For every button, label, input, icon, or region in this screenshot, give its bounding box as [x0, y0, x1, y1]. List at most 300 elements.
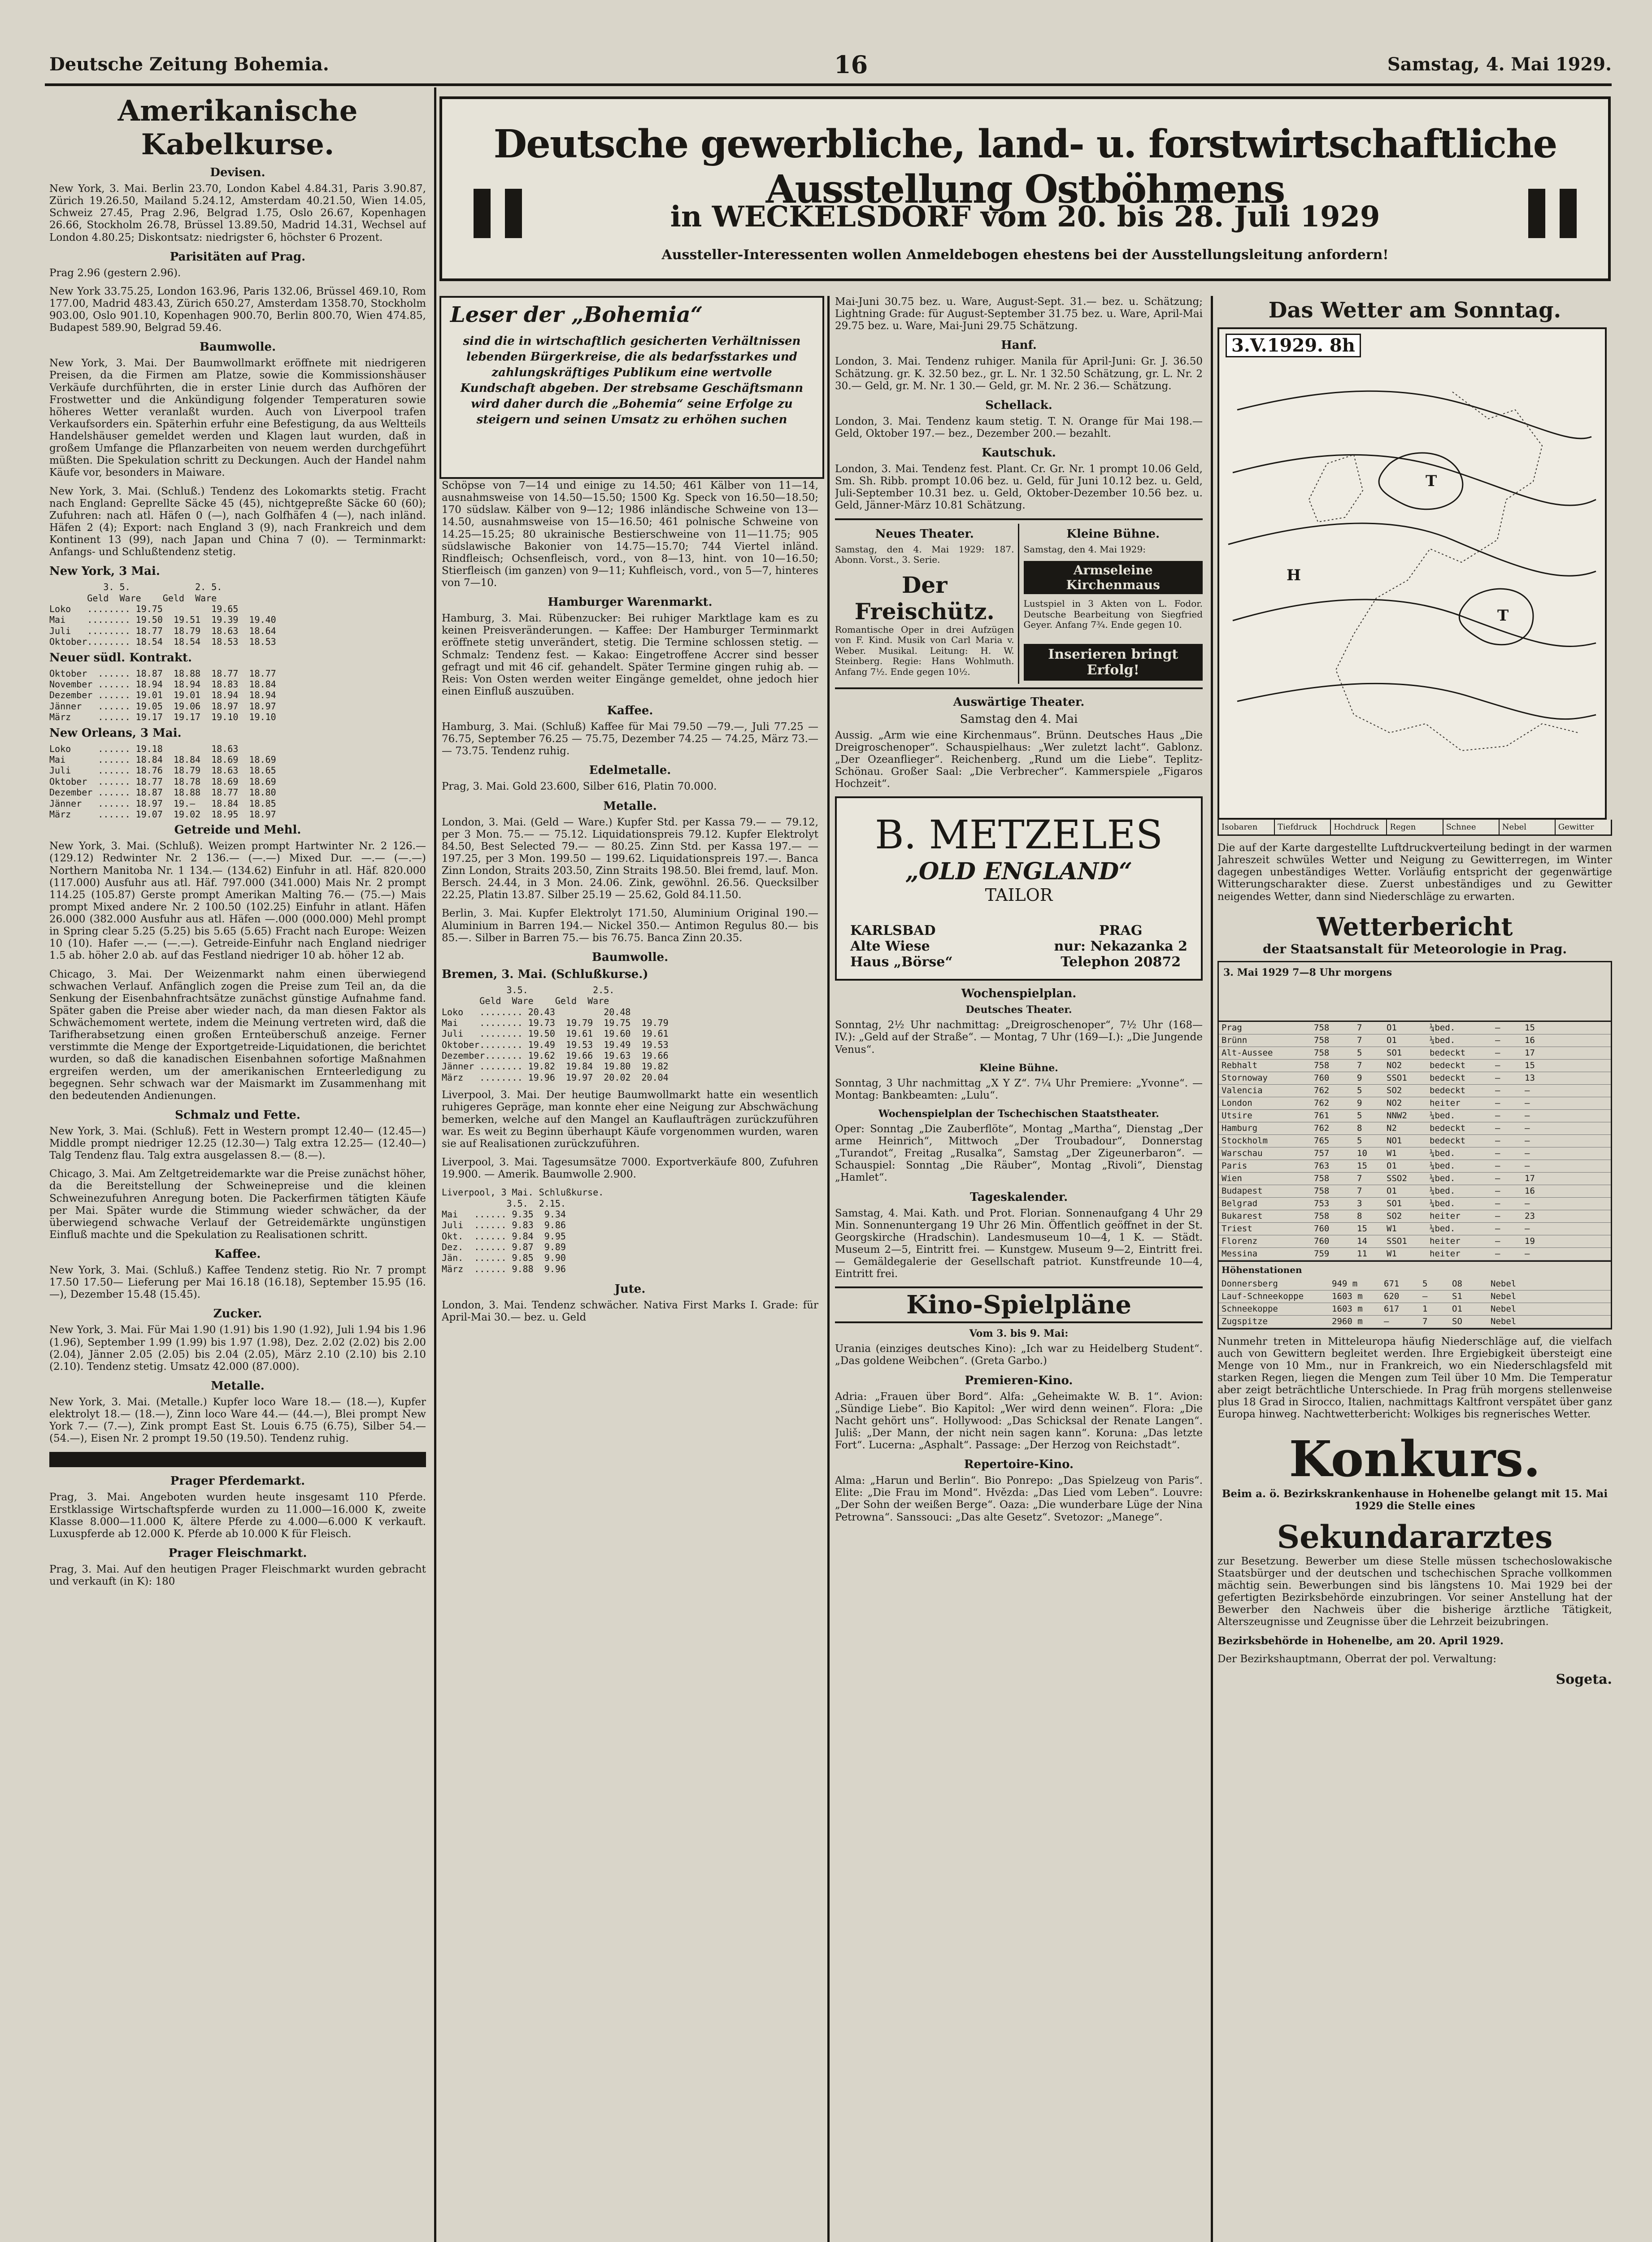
hoehen-row: [1219, 1278, 1611, 1290]
paritaeten-text-2: New York 33.75.25, London 163.96, Paris 132.06, Brüssel 469.10, Rom 177.00, Madrid 483.43, Zürich 650.27, Amsterdam 1358.70, Stockholm 903.00, Oslo 901.10, Kopenhagen 900.70, Berlin 800.70, Wien 474.85, Budapest 589.90, Belgrad 59.46.: [49, 285, 426, 334]
theater1-title: Neues Theater.: [875, 527, 974, 541]
konkurs-text: Beim a. ö. Bezirkskrankenhause in Hohenelbe gelangt mit 15. Mai 1929 die Stelle eines: [1222, 1487, 1608, 1512]
station-cell: Stornoway: [1222, 1073, 1268, 1083]
station-cell: heiter: [1430, 1098, 1461, 1108]
hoehen-cell: —: [1384, 1316, 1389, 1326]
chicago2-text: Chicago, 3. Mai. Am Zeltgetreidemarkte war die Preise zunächst höher, da die Bereitstellung der Schweinepreise und die kleinen Schweinezufuhren Anregung boten. Die Packerfirmen tätigten Käufe per Mai. Später wurde die Stimmung wieder schwächer, da der überwiegend schwache Verlauf der Getreidemärkte ungünstigen Einfluß machte und die Spekulation zu Realisationen schritt.: [49, 1168, 426, 1241]
mai-juni-text: Mai-Juni 30.75 bez. u. Ware, August-Sept. 31.— bez. u. Schätzung; Lightning Grade: für August-September 31.75 bez. u. Ware, April-Mai 29.75 bez. u. Ware, Mai-Juni 29.75 Schätzung.: [835, 296, 1203, 332]
sekundar-text: zur Besetzung. Bewerber um diese Stelle müssen tschechoslowakische Staatsbürger und der deutschen und tschechischen Sprache vollkommen mächtig sein. Bewerbungen sind bis längstens 10. Mai 1929 bei der gefertigten Bezirksbehörde einzubringen. Vor seiner Anstellung hat der Bewerber den Nachweis über die bisherige ärztliche Tätigkeit, Alterszeugnisse und Zeugnisse über die Lehrzeit beizubringen.: [1217, 1555, 1612, 1628]
staats-text: Oper: Sonntag „Die Zauberflöte“, Montag „Martha“, Dienstag „Der arme Heinrich“, Mittwoch „Der Troubadour“, Donnerstag „Turandot“, Freitag „Rusalka“, Samstag „Der Zigeunerbaron“. — Schauspiel: Sonntag „Die Räuber“, Montag „Rivoli“, Dienstag „Hamlet“.: [835, 1123, 1203, 1184]
coastline: [1309, 455, 1363, 522]
station-cell: 17: [1525, 1173, 1535, 1183]
kabelkurse-title: Amerikanische Kabelkurse.: [117, 94, 358, 161]
station-cell: 3: [1357, 1198, 1362, 1208]
station-cell: Florenz: [1222, 1236, 1258, 1246]
station-cell: 760: [1314, 1073, 1330, 1083]
station-cell: W1: [1387, 1223, 1397, 1234]
getreide-heading: Getreide und Mehl.: [174, 823, 301, 837]
station-cell: bedeckt: [1430, 1073, 1466, 1083]
station-cell: —: [1525, 1223, 1530, 1234]
mid-kaffee-text: Hamburg, 3. Mai. (Schluß) Kaffee für Mai 79.50 —79.—, Juli 77.25 — 76.75, September 76.25 — 75.75, Dezember 74.25 — 74.25, März 73.— — 73.75. Tendenz ruhig.: [442, 721, 818, 757]
hoehen-cell: 7: [1422, 1316, 1428, 1326]
coastline: [1336, 392, 1578, 751]
station-cell: 758: [1314, 1060, 1330, 1070]
station-row: [1219, 1185, 1611, 1198]
legend-item: Regen: [1387, 820, 1443, 834]
weather-map: [1217, 327, 1607, 820]
station-row: [1219, 1235, 1611, 1248]
liverpool-2-text: Liverpool, 3. Mai. Tagesumsätze 7000. Exportverkäufe 800, Zufuhren 19.900. — Amerik. Baumwolle 2.900.: [442, 1156, 818, 1181]
isobar-map-svg: [1219, 329, 1601, 814]
station-cell: 13: [1525, 1073, 1535, 1083]
station-cell: bedeckt: [1430, 1123, 1466, 1133]
tages-text: Samstag, 4. Mai. Kath. und Prot. Florian. Sonnenaufgang 4 Uhr 29 Min. Sonnenuntergang 19 Uhr 26 Min. Öffentlich geöffnet in der St. Georgskirche (Hradschin). Landesmuseum 10—4, 1 K. — Städt. Museum 2—5, Eintritt frei. — Kunstgew. Museum 9—2, Eintritt frei. — Gemäldegalerie der Gesellschaft patriot. Kunstfreunde 10—4, Eintritt frei.: [835, 1207, 1203, 1280]
hoehen-cell: —: [1422, 1291, 1428, 1301]
table2-title: Neuer südl. Kontrakt.: [49, 651, 192, 665]
hamburg-heading: Hamburger Warenmarkt.: [548, 595, 713, 609]
station-cell: Triest: [1222, 1223, 1252, 1234]
station-cell: —: [1495, 1236, 1500, 1246]
fett-text: New York, 3. Mai. (Schluß). Fett in Western prompt 12.40— (12.45—) Middle prompt niedriger 12.25 (12.30—) Talg extra 12.25— (12.40—) Talg Tendenz flau. Talg extra ausgelassen 8.— (8.—).: [49, 1125, 426, 1162]
station-cell: SSO1: [1387, 1236, 1407, 1246]
station-cell: 19: [1525, 1236, 1535, 1246]
station-cell: 5: [1357, 1085, 1362, 1095]
station-cell: —: [1495, 1035, 1500, 1045]
station-cell: SO2: [1387, 1085, 1402, 1095]
sekundar-name: Sogeta.: [1556, 1671, 1612, 1687]
hoehen-cell: S1: [1452, 1291, 1462, 1301]
inserieren-banner: Inserieren bringt Erfolg!: [1024, 644, 1203, 681]
theater2-title: Kleine Bühne.: [1066, 527, 1160, 541]
station-cell: 8: [1357, 1211, 1362, 1221]
station-row: [1219, 1223, 1611, 1235]
forecast-text: Nunmehr treten in Mitteleuropa häufig Niederschläge auf, die vielfach auch von Gewittern begleitet werden. Ihre Ergiebigkeit übersteigt eine Menge von 10 Mm., nur in Frankreich, wo ein Niederschlagsfeld mit starken Regen, liegen die Mengen zum Teil über 10 Mm. Die Temperatur aber zeigt beträchtliche Unterschiede. In Prag früh morgens stellenweise plus 18 Grad in Sirocco, Italien, nachmittags Kaltfront verspätet über ganz Europa hinweg. Nachtwetterbericht: Wolkiges bis regnerisches Wetter.: [1217, 1335, 1612, 1421]
station-cell: 10: [1357, 1148, 1367, 1158]
hoehen-cell: SO: [1452, 1316, 1462, 1326]
header-paper-name: Deutsche Zeitung Bohemia.: [49, 54, 329, 75]
kino-header: [835, 1286, 1203, 1323]
station-cell: —: [1495, 1110, 1500, 1121]
station-row: [1219, 1210, 1611, 1223]
hoehen-cell: 671: [1384, 1278, 1400, 1289]
station-row: [1219, 1060, 1611, 1072]
station-cell: 17: [1525, 1047, 1535, 1058]
liverpool-text: Liverpool, 3. Mai. Der heutige Baumwollmarkt hatte ein wesentlich ruhigeres Gepräge, man konnte eher eine Neigung zur Abschwächung bemerken, welche auf den Mangel an Kauflaufträgen zurückzuführen war. Es weit zu Beginn überhaupt Käufe vorgenommen wurden, waren sie auf Realisationen zurückzuführen.: [442, 1089, 818, 1150]
station-cell: 758: [1314, 1173, 1330, 1183]
station-row: [1219, 1135, 1611, 1147]
station-cell: 7: [1357, 1186, 1362, 1196]
station-cell: bedeckt: [1430, 1135, 1466, 1146]
fleisch-text: Prag, 3. Mai. Auf den heutigen Prager Fleischmarkt wurden gebracht und verkauft (in K): 180: [49, 1563, 426, 1588]
theater2-play: Armseleine Kirchenmaus: [1024, 561, 1203, 594]
auswaert-text: Aussig. „Arm wie eine Kirchenmaus“. Brünn. Deutsches Haus „Die Dreigroschenoper“. Schauspielhaus: „Wer zuletzt lacht“. Gablonz. „Der Ozeanflieger“. Reichenberg. „Rund um die Liebe“. Teplitz-Schönau. Großer Saal: „Die Verbrecher“. Kammerspiele „Figaros Hochzeit“.: [835, 729, 1203, 790]
legend-item: Isobaren: [1219, 820, 1275, 834]
station-cell: Paris: [1222, 1160, 1248, 1171]
station-cell: 758: [1314, 1211, 1330, 1221]
station-cell: Utsire: [1222, 1110, 1252, 1121]
metzeles-name: B. METZELES: [875, 812, 1163, 858]
isobar-line: [1233, 600, 1596, 647]
hoehen-cell: Lauf-Schneekoppe: [1222, 1291, 1304, 1301]
station-cell: 762: [1314, 1098, 1330, 1108]
station-row: [1219, 1122, 1611, 1135]
station-row: [1219, 1147, 1611, 1160]
station-row: [1219, 1248, 1611, 1260]
cotton-table-neworleans: Loko ...... 19.18 18.63 Mai ...... 18.84 18.84 18.69 18.69 Juli ...... 18.76 18.79 18.63 18.65 Oktober ...... 18.77 18.78 18.69 18.69 Dezember ...... 18.87 18.88 18.77 18.80 Jänner ...... 18.97 19.— 18.84 18.85 März ...... 19.07 19.02 18.95 18.97: [49, 743, 276, 820]
station-cell: 765: [1314, 1135, 1330, 1146]
konkurs-title: Konkurs.: [1289, 1429, 1541, 1488]
exhibition-ad: [439, 96, 1611, 281]
station-cell: —: [1525, 1085, 1530, 1095]
station-row: [1219, 1034, 1611, 1047]
weather-table-head: 3. Mai 1929 7—8 Uhr morgens: [1219, 962, 1611, 1022]
column-divider: [827, 296, 830, 2242]
station-cell: W1: [1387, 1148, 1397, 1158]
paritaeten-heading: Parisitäten auf Prag.: [170, 250, 306, 264]
berlin-metalle-text: Berlin, 3. Mai. Kupfer Elektrolyt 171.50, Aluminium Original 190.— Aluminium in Barren 194.— Nickel 350.— Antimon Regulus 80.— bis 85.—. Silber in Barren 75.— bis 76.75. Banca Zinn 20.35.: [442, 908, 818, 944]
left-column: [49, 90, 426, 2242]
station-cell: O1: [1387, 1160, 1397, 1171]
legend-item: Gewitter: [1558, 822, 1594, 832]
kb-heading: Kleine Bühne.: [979, 1062, 1058, 1074]
metalle-heading: Metalle.: [211, 1379, 265, 1393]
premieren-heading: Premieren-Kino.: [965, 1373, 1073, 1387]
kaffee-heading: Kaffee.: [214, 1247, 261, 1261]
station-cell: SO1: [1387, 1047, 1402, 1058]
wochen-subheading: Deutsches Theater.: [965, 1004, 1072, 1016]
station-cell: —: [1495, 1073, 1500, 1083]
isobar-line: [1233, 455, 1596, 505]
station-cell: 16: [1525, 1035, 1535, 1045]
header-page-number: 16: [834, 50, 868, 79]
station-cell: Budapest: [1222, 1186, 1263, 1196]
bericht-title: Wetterbericht: [1317, 912, 1513, 942]
metzeles-city-right: PRAG: [1099, 923, 1143, 939]
station-row: [1219, 1110, 1611, 1122]
station-cell: London: [1222, 1098, 1252, 1108]
hoehen-cell: Nebel: [1491, 1316, 1517, 1326]
hoehen-cell: 620: [1384, 1291, 1400, 1301]
station-cell: ¼bed.: [1430, 1173, 1456, 1183]
station-cell: Rebhalt: [1222, 1060, 1258, 1070]
legend-item: Schnee: [1443, 820, 1500, 834]
paritaeten-text: Prag 2.96 (gestern 2.96).: [49, 267, 181, 279]
repertoir-heading: Repertoire-Kino.: [964, 1458, 1074, 1472]
station-cell: Belgrad: [1222, 1198, 1258, 1208]
sekundar-sign: Der Bezirkshauptmann, Oberrat der pol. Verwaltung:: [1217, 1653, 1496, 1665]
hoehen-cell: 1603 m: [1332, 1291, 1363, 1301]
hanf-heading: Hanf.: [1001, 339, 1037, 352]
station-cell: Hamburg: [1222, 1123, 1258, 1133]
metalle-text: New York, 3. Mai. (Metalle.) Kupfer loco Ware 18.— (18.—), Kupfer elektrolyt 18.— (18.—), Zinn loco Ware 44.— (44.—), Blei prompt New York 7.— (7.—), Zink prompt East St. Louis 6.75 (6.75), Silber 54.— (54.—), Eisen Nr. 2 prompt 19.50 (19.50). Tendenz ruhig.: [49, 1396, 426, 1445]
map-label: T: [1497, 607, 1509, 625]
station-cell: —: [1525, 1248, 1530, 1259]
exhibition-ad-title: Deutsche gewerbliche, land- u. forstwirtschaftliche Ausstellung Ostböhmens: [493, 122, 1557, 212]
hoehen-cell: Nebel: [1491, 1303, 1517, 1314]
station-cell: 760: [1314, 1223, 1330, 1234]
column-divider: [434, 87, 436, 2242]
kleine-buehne: [1024, 524, 1203, 684]
hoehen-cell: Donnersberg: [1222, 1278, 1278, 1289]
baumwolle-heading: Baumwolle.: [199, 340, 276, 354]
schellack-heading: Schellack.: [985, 398, 1052, 412]
edelmetalle-text: Prag, 3. Mai. Gold 23.600, Silber 616, Platin 70.000.: [442, 781, 717, 793]
station-cell: bedeckt: [1430, 1060, 1466, 1070]
station-cell: ¼bed.: [1430, 1148, 1456, 1158]
station-cell: 753: [1314, 1198, 1330, 1208]
kino-text: Urania (einziges deutsches Kino): „Ich war zu Heidelberg Student“. „Das goldene Weibchen“. (Greta Garbo.): [835, 1343, 1203, 1367]
station-cell: 758: [1314, 1186, 1330, 1196]
station-cell: SO1: [1387, 1198, 1402, 1208]
station-cell: ¼bed.: [1430, 1110, 1456, 1121]
hoehen-cell: Nebel: [1491, 1291, 1517, 1301]
station-cell: —: [1495, 1085, 1500, 1095]
hoehen-cell: 5: [1422, 1278, 1428, 1289]
station-row: [1219, 1072, 1611, 1085]
hoehen-cell: 1: [1422, 1303, 1428, 1314]
exhibition-ad-note: Aussteller-Interessenten wollen Anmeldebogen ehestens bei der Ausstellungsleitung anfordern!: [661, 247, 1389, 263]
metzeles-prag: [1054, 923, 1187, 970]
auswaert-date: Samstag den 4. Mai: [960, 712, 1078, 726]
repertoir-text: Alma: „Harun und Berlin“. Bio Ponrepo: „Das Spielzeug von Paris“. Elite: „Die Frau im Mond“. Hvězda: „Das Lied vom Leben“. Louvre: „Der Sohn der weißen Berge“. Oaza: „Die wunderbare Lüge der Nina Petrowna“. Sanssouci: „Das alte Gesetz“. Svetozor: „Manege“.: [835, 1475, 1203, 1523]
theater-block: [835, 518, 1203, 689]
station-cell: 14: [1357, 1236, 1367, 1246]
mid-metalle-text: London, 3. Mai. (Geld — Ware.) Kupfer Std. per Kassa 79.— — 79.12, per 3 Mon. 75.— — 75.12. Liquidationspreis 79.12. Kupfer Elektrolyt 84.50, Best Selected 79.— — 80.25. Zinn Std. per Kassa 197.— — 197.25, per 3 Mon. 199.50 — 199.62. Liquidationspreis 197.—. Banca Zinn London, Straits 203.50, Zinn Straits 198.50. Blei fremd, lauf. Mon. Bersch. 24.44, in 3 Mon. 24.06. Zink, gewöhnl. 26.56. Quecksilber 22.25, Platin 13.87. Silber 25.19 — 25.62, Gold 84.11.50.: [442, 816, 818, 901]
station-cell: 7: [1357, 1173, 1362, 1183]
metzeles-karlsbad: [850, 923, 953, 970]
kautschuk-text: London, 3. Mai. Tendenz fest. Plant. Cr. Gr. Nr. 1 prompt 10.06 Geld, Sm. Sh. Ribb. prompt 10.06 bez. u. Geld, für Juni 10.12 bez. u. Geld, Juli-September 10.31 bez. u. Geld, Oktober-Dezember 10.56 bez. u. Geld, Jänner-März 10.81 Schätzung.: [835, 463, 1203, 512]
devisen-text: New York, 3. Mai. Berlin 23.70, London Kabel 4.84.31, Paris 3.90.87, Zürich 19.26.50, Mailand 5.24.12, Amsterdam 40.21.50, Wien 14.05, Schweiz 27.45, Prag 2.96, Belgrad 1.75, Oslo 26.67, Kopenhagen 26.66, Stockholm 26.78, Brüssel 13.89.50, Madrid 14.31, Wechsel auf London 4.80.25; Diskontsatz: niedrigster 6, höchster 6 Prozent.: [49, 183, 426, 243]
isobar-line: [1459, 589, 1533, 645]
middle-column: [442, 480, 818, 2242]
station-cell: —: [1495, 1198, 1500, 1208]
station-cell: 5: [1357, 1110, 1362, 1121]
sekundar-footer: Bezirksbehörde in Hohenelbe, am 20. April 1929.: [1217, 1634, 1504, 1647]
table1-title: New York, 3 Mai.: [49, 565, 160, 578]
tages-heading: Tageskalender.: [969, 1190, 1068, 1204]
station-cell: 763: [1314, 1160, 1330, 1171]
station-cell: —: [1495, 1148, 1500, 1158]
station-cell: O1: [1387, 1022, 1397, 1033]
station-cell: 759: [1314, 1248, 1330, 1259]
station-row: [1219, 1097, 1611, 1110]
chicago-text: Chicago, 3. Mai. Der Weizenmarkt nahm einen überwiegend schwachen Verlauf. Anfänglich zogen die Preise zum Teil an, da die Senkung der Eisenbahnfrachtsätze zunächst günstige Aufnahme fand. Später gaben die Preise aber wieder nach, da man diesen Faktor als Schwächemoment wertete, indem die Meinung vertreten wird, daß die Tarifherabsetzung einen großen Ernteüberschuß anzeige. Ferner verstimmte die Menge der Exportgetreide-Liquidationen, die berichtet wurden, so daß die kanadischen Eisenbahnen sofortige Maßnahmen ergreifen werden, um der amerikanischen Ernteerledigung zu begegnen. Sehr schwach war der Maismarkt im Zusammenhang mit den bedeutenden Andienungen.: [49, 968, 426, 1102]
station-cell: Alt-Aussee: [1222, 1047, 1273, 1058]
kino-subheading: Vom 3. bis 9. Mai:: [969, 1328, 1069, 1340]
premieren-text: Adria: „Frauen über Bord“. Alfa: „Geheimakte W. B. 1“. Avion: „Sündige Liebe“. Bio Kapitol: „Wer wird denn weinen“. Flora: „Die Nacht gehört uns“. Hollywood: „Das Schicksal der Renate Langen“. Juliš: „Der Mann, der nicht nein sagen kann“. Koruna: „Das letzte Fort“. Lucerna: „Asphalt“. Passage: „Der Herzog von Reichstadt“.: [835, 1390, 1203, 1451]
station-cell: ¼bed.: [1430, 1198, 1456, 1208]
station-cell: 15: [1525, 1022, 1535, 1033]
hoehen-row: [1219, 1316, 1611, 1328]
station-cell: Valencia: [1222, 1085, 1263, 1095]
metzeles-house-left: Haus „Börse“: [850, 954, 953, 970]
hoehen-cell: 1603 m: [1332, 1303, 1363, 1314]
header-date: Samstag, 4. Mai 1929.: [1387, 54, 1612, 75]
mid-kaffee-heading: Kaffee.: [607, 704, 653, 717]
station-cell: 11: [1357, 1248, 1367, 1259]
station-rows: [1219, 1022, 1611, 1260]
hoehen-cell: Schneekoppe: [1222, 1303, 1278, 1314]
station-cell: 757: [1314, 1148, 1330, 1158]
station-cell: NO2: [1387, 1060, 1402, 1070]
station-cell: —: [1525, 1148, 1530, 1158]
theater1-date: Samstag, den 4. Mai 1929: 187. Abonn. Vorst., 3. Serie.: [835, 543, 1014, 565]
cotton-table-newyork: 3. 5. 2. 5. Geld Ware Geld Ware Loko ........ 19.75 19.65 Mai ........ 19.50 19.51 19.39 19.40 Juli ........ 18.77 18.79 18.63 18.64 Oktober........ 18.54 18.54 18.53 18.53: [49, 582, 276, 647]
station-cell: 758: [1314, 1035, 1330, 1045]
hoehen-rows: [1219, 1278, 1611, 1328]
station-cell: —: [1495, 1135, 1500, 1146]
theater1-text: Romantische Oper in drei Aufzügen von F. Kind. Musik von Carl Maria v. Weber. Musikal. Leitung: H. W. Steinberg. Regie: Hans Wohlmuth. Anfang 7½. Ende gegen 10½.: [835, 624, 1014, 678]
station-cell: 15: [1357, 1160, 1367, 1171]
isobar-line: [1237, 683, 1596, 719]
station-cell: —: [1495, 1211, 1500, 1221]
station-row: [1219, 1160, 1611, 1173]
station-cell: 7: [1357, 1035, 1362, 1045]
station-cell: NNW2: [1387, 1110, 1407, 1121]
station-cell: 7: [1357, 1060, 1362, 1070]
station-cell: 15: [1525, 1060, 1535, 1070]
station-cell: 758: [1314, 1022, 1330, 1033]
hanf-text: London, 3. Mai. Tendenz ruhiger. Manila für April-Juni: Gr. J. 36.50 Schätzung. gr. K. 32.50 bez., gr. L. Nr. 1 32.50 Schätzung, gr. L. Nr. 2 30.— Geld, gr. M. Nr. 1 30.— Geld, gr. M. Nr. 2 36.— Schätzung.: [835, 356, 1203, 392]
fleisch-heading: Prager Fleischmarkt.: [168, 1546, 307, 1560]
station-cell: 761: [1314, 1110, 1330, 1121]
station-cell: 5: [1357, 1047, 1362, 1058]
station-cell: ¼bed.: [1430, 1223, 1456, 1234]
theater2-text: Lustspiel in 3 Akten von L. Fodor. Deutsche Bearbeitung von Siegfried Geyer. Anfang 7¾. Ende gegen 10.: [1023, 598, 1203, 630]
hoehen-cell: Zugspitze: [1222, 1316, 1268, 1326]
zucker-heading: Zucker.: [213, 1307, 262, 1321]
mid-metalle-heading: Metalle.: [603, 799, 657, 813]
edelmetalle-heading: Edelmetalle.: [589, 764, 671, 778]
exhibition-ad-line: in WECKELSDORF vom 20. bis 28. Juli 1929: [670, 200, 1380, 234]
map-label: T: [1426, 472, 1437, 490]
kaffee-text: New York, 3. Mai. (Schluß.) Kaffee Tendenz stetig. Rio Nr. 7 prompt 17.50 17.50— Lieferung per Mai 16.18 (16.18), September 15.95 (16.—), Dezember 15.48 (15.45).: [49, 1264, 426, 1301]
station-row: [1219, 1173, 1611, 1185]
theater1-play: Der Freischütz.: [854, 571, 995, 625]
bohemia-box-title: Leser der „Bohemia“: [450, 302, 703, 327]
metzeles-phone: Telephon 20872: [1061, 954, 1181, 970]
station-cell: W1: [1387, 1248, 1397, 1259]
station-cell: —: [1525, 1135, 1530, 1146]
station-cell: —: [1525, 1123, 1530, 1133]
station-cell: heiter: [1430, 1211, 1461, 1221]
station-cell: 7: [1357, 1022, 1362, 1033]
pferde-text: Prag, 3. Mai. Angeboten wurden heute insgesamt 110 Pferde. Erstklassige Wirtschaftspferde wurden zu 11.000—16.000 K, zweite Klasse 8.000—11.000 K, ältere Pferde zu 4.000—6.000 K verkauft. Luxuspferde ab 12.000 K. Pferde ab 10.000 K für Fleisch.: [49, 1491, 426, 1540]
hoehen-row: [1219, 1303, 1611, 1316]
station-row: [1219, 1085, 1611, 1097]
metzeles-street-right: nur: Nekazanka 2: [1054, 939, 1187, 955]
station-cell: heiter: [1430, 1248, 1461, 1259]
station-cell: —: [1525, 1198, 1530, 1208]
zucker-text: New York, 3. Mai. Für Mai 1.90 (1.91) bis 1.90 (1.92), Juli 1.94 bis 1.96 (1.96), September 1.99 (1.99) bis 1.97 (1.98), Dez. 2.02 (2.02) bis 2.00 (2.04), Jänner 2.05 (2.05) bis 2.04 (2.05), März 2.10 (2.10) bis 2.10 (2.10). Tendenz stetig. Umsatz 42.000 (87.000).: [49, 1324, 426, 1373]
station-cell: ¼bed.: [1430, 1186, 1456, 1196]
station-cell: Warschau: [1222, 1148, 1263, 1158]
metzeles-street-left: Alte Wiese: [850, 939, 930, 955]
station-cell: bedeckt: [1430, 1085, 1466, 1095]
station-cell: 9: [1357, 1073, 1362, 1083]
kautschuk-heading: Kautschuk.: [982, 446, 1056, 460]
station-cell: —: [1495, 1160, 1500, 1171]
station-cell: —: [1495, 1248, 1500, 1259]
station-row: [1219, 1198, 1611, 1210]
isobar-line: [1379, 453, 1463, 509]
bericht-subtitle: der Staatsanstalt für Meteorologie in Prag.: [1262, 941, 1567, 956]
legend-item: Tiefdruck: [1275, 820, 1331, 834]
kino-heading: Kino-Spielpläne: [906, 1290, 1132, 1320]
hoehen-cell: 617: [1384, 1303, 1400, 1314]
station-cell: SSO1: [1387, 1073, 1407, 1083]
newyork-baumwolle-text: New York, 3. Mai. (Schluß.) Tendenz des Lokomarkts stetig. Fracht nach England: Geprellte Säcke 45 (45), nichtgepreßte Säcke 60 (60); Zufuhren: nach atl. Häfen 0 (—), nach Golfhäfen 4 (—), nach inländ. Häfen 2 (4); Export: nach England 3 (9), nach Frankreich und dem Kontinent 13 (99), nach Japan und China 7 (0). — Terminmarkt: Anfangs- und Schlußtendenz stetig.: [49, 485, 426, 558]
hoehen-cell: 2960 m: [1332, 1316, 1363, 1326]
station-cell: 762: [1314, 1085, 1330, 1095]
hamburg-text: Hamburg, 3. Mai. Rübenzucker: Bei ruhiger Marktlage kam es zu keinen Preisveränderungen. — Kaffee: Der Hamburger Terminmarkt eröffnete stetig unverändert, stetig. Die Termine schlossen stetig. — Schmalz: Tendenz fest. — Kakao: Eingetroffene Accrer sind besser gefragt und mit 46 cif. gehandelt. Später Termine gingen ruhig ab. — Reis: Von Osten werden weiter Eingänge gemeldet, ohne jedoch hier einen Einfluß auszuüben.: [442, 613, 818, 697]
station-row: [1219, 1022, 1611, 1034]
metzeles-tailor: TAILOR: [985, 885, 1053, 905]
station-cell: 760: [1314, 1236, 1330, 1246]
schellack-text: London, 3. Mai. Tendenz kaum stetig. T. N. Orange für Mai 198.— Geld, Oktober 197.— bez., Dezember 200.— bezahlt.: [835, 415, 1203, 439]
station-cell: —: [1495, 1060, 1500, 1070]
station-cell: SO2: [1387, 1211, 1402, 1221]
station-cell: —: [1525, 1098, 1530, 1108]
isobar-line: [1228, 523, 1596, 576]
neues-theater: [835, 524, 1019, 684]
station-cell: ¼bed.: [1430, 1022, 1456, 1033]
wochen-heading: Wochenspielplan.: [961, 987, 1077, 1001]
auswaert-heading: Auswärtige Theater.: [953, 695, 1085, 709]
liverpool-table: Liverpool, 3 Mai. Schlußkurse. 3.5. 2.15. Mai ...... 9.35 9.34 Juli ...... 9.83 9.86 Okt. ...... 9.84 9.95 Dez. ...... 9.87 9.89 Jän. ...... 9.85 9.90 März ...... 9.88 9.96: [442, 1187, 604, 1274]
weather-text: Die auf der Karte dargestellte Luftdruckverteilung bedingt in der warmen Jahreszeit schwüles Wetter und Neigung zu Gewitterregen, im Winter dagegen unbeständiges Wetter. Vorläufig entspricht der gegenwärtige Witterungscharakter diese. Zuerst unbeständiges und zu Gewitter neigendes Wetter, dann sind Niederschläge zu erwarten.: [1217, 842, 1612, 903]
station-cell: SSO2: [1387, 1173, 1407, 1183]
metzeles-addresses: [850, 923, 1187, 970]
hoehen-cell: Nebel: [1491, 1278, 1517, 1289]
hoehen-heading: Höhenstationen: [1219, 1260, 1611, 1278]
legend-item: Hochdruck: [1331, 820, 1387, 834]
station-cell: heiter: [1430, 1236, 1461, 1246]
map-date: 3.V.1929. 8h: [1226, 334, 1361, 357]
metzeles-ad: [835, 796, 1203, 981]
page-header: [49, 50, 1612, 81]
vieh-text: Schöpse von 7—14 und einige zu 14.50; 461 Kälber von 11—14, ausnahmsweise von 14.50—15.50; 1500 Kg. Speck von 16.50—18.50; 170 südslaw. Kälber von 9—12; 1986 inländische Schweine von 13—14.50, ausnahmsweise von 15—16.50; 461 polnische Schweine von 14.25—15.25; 80 ukrainische Bestierschweine von 11—11.75; 905 südslawische Bakonier von 14.75—15.70; 744 Viertel inländ. Rindfleisch; Ochsenfleisch, vord., von 8—13, hint. von 10—16.50; Stierfleisch (im ganzen) von 9—11; Kuhfleisch, vord., von 5—7, hinteres von 7—10.: [442, 480, 818, 589]
staats-heading: Wochenspielplan der Tschechischen Staatstheater.: [878, 1108, 1159, 1120]
station-cell: ¼bed.: [1430, 1160, 1456, 1171]
station-cell: Wien: [1222, 1173, 1242, 1183]
column-divider: [1211, 296, 1213, 2242]
station-cell: —: [1495, 1123, 1500, 1133]
station-cell: —: [1525, 1110, 1530, 1121]
legend-item: Nebel: [1500, 820, 1556, 834]
station-cell: 16: [1525, 1186, 1535, 1196]
bremen-title: Bremen, 3. Mai. (Schlußkurse.): [442, 967, 648, 981]
black-divider-bar: [49, 1452, 426, 1467]
station-cell: —: [1495, 1186, 1500, 1196]
station-cell: Stockholm: [1222, 1135, 1268, 1146]
station-cell: 762: [1314, 1123, 1330, 1133]
table3-title: New Orleans, 3 Mai.: [49, 726, 182, 740]
kb-text: Sonntag, 3 Uhr nachmittag „X Y Z“. 7¼ Uhr Premiere: „Yvonne“. — Montag: Bankbeamten: „Lulu“.: [835, 1077, 1203, 1101]
map-label: H: [1287, 566, 1301, 584]
station-cell: O1: [1387, 1035, 1397, 1045]
hoehen-cell: 949 m: [1332, 1278, 1358, 1289]
isobar-line: [1237, 391, 1591, 439]
hoehen-cell: O1: [1452, 1303, 1462, 1314]
station-cell: ¼bed.: [1430, 1035, 1456, 1045]
station-cell: 758: [1314, 1047, 1330, 1058]
station-cell: 23: [1525, 1211, 1535, 1221]
station-cell: bedeckt: [1430, 1047, 1466, 1058]
mid-baumwolle-heading: Baumwolle.: [591, 950, 669, 964]
station-cell: —: [1495, 1098, 1500, 1108]
wochen-text: Sonntag, 2½ Uhr nachmittag: „Dreigroschenoper“, 7½ Uhr (168—IV.): „Geld auf der Straße“. — Montag, 7 Uhr (169—I.): „Die Jungende Venus“.: [835, 1019, 1203, 1056]
